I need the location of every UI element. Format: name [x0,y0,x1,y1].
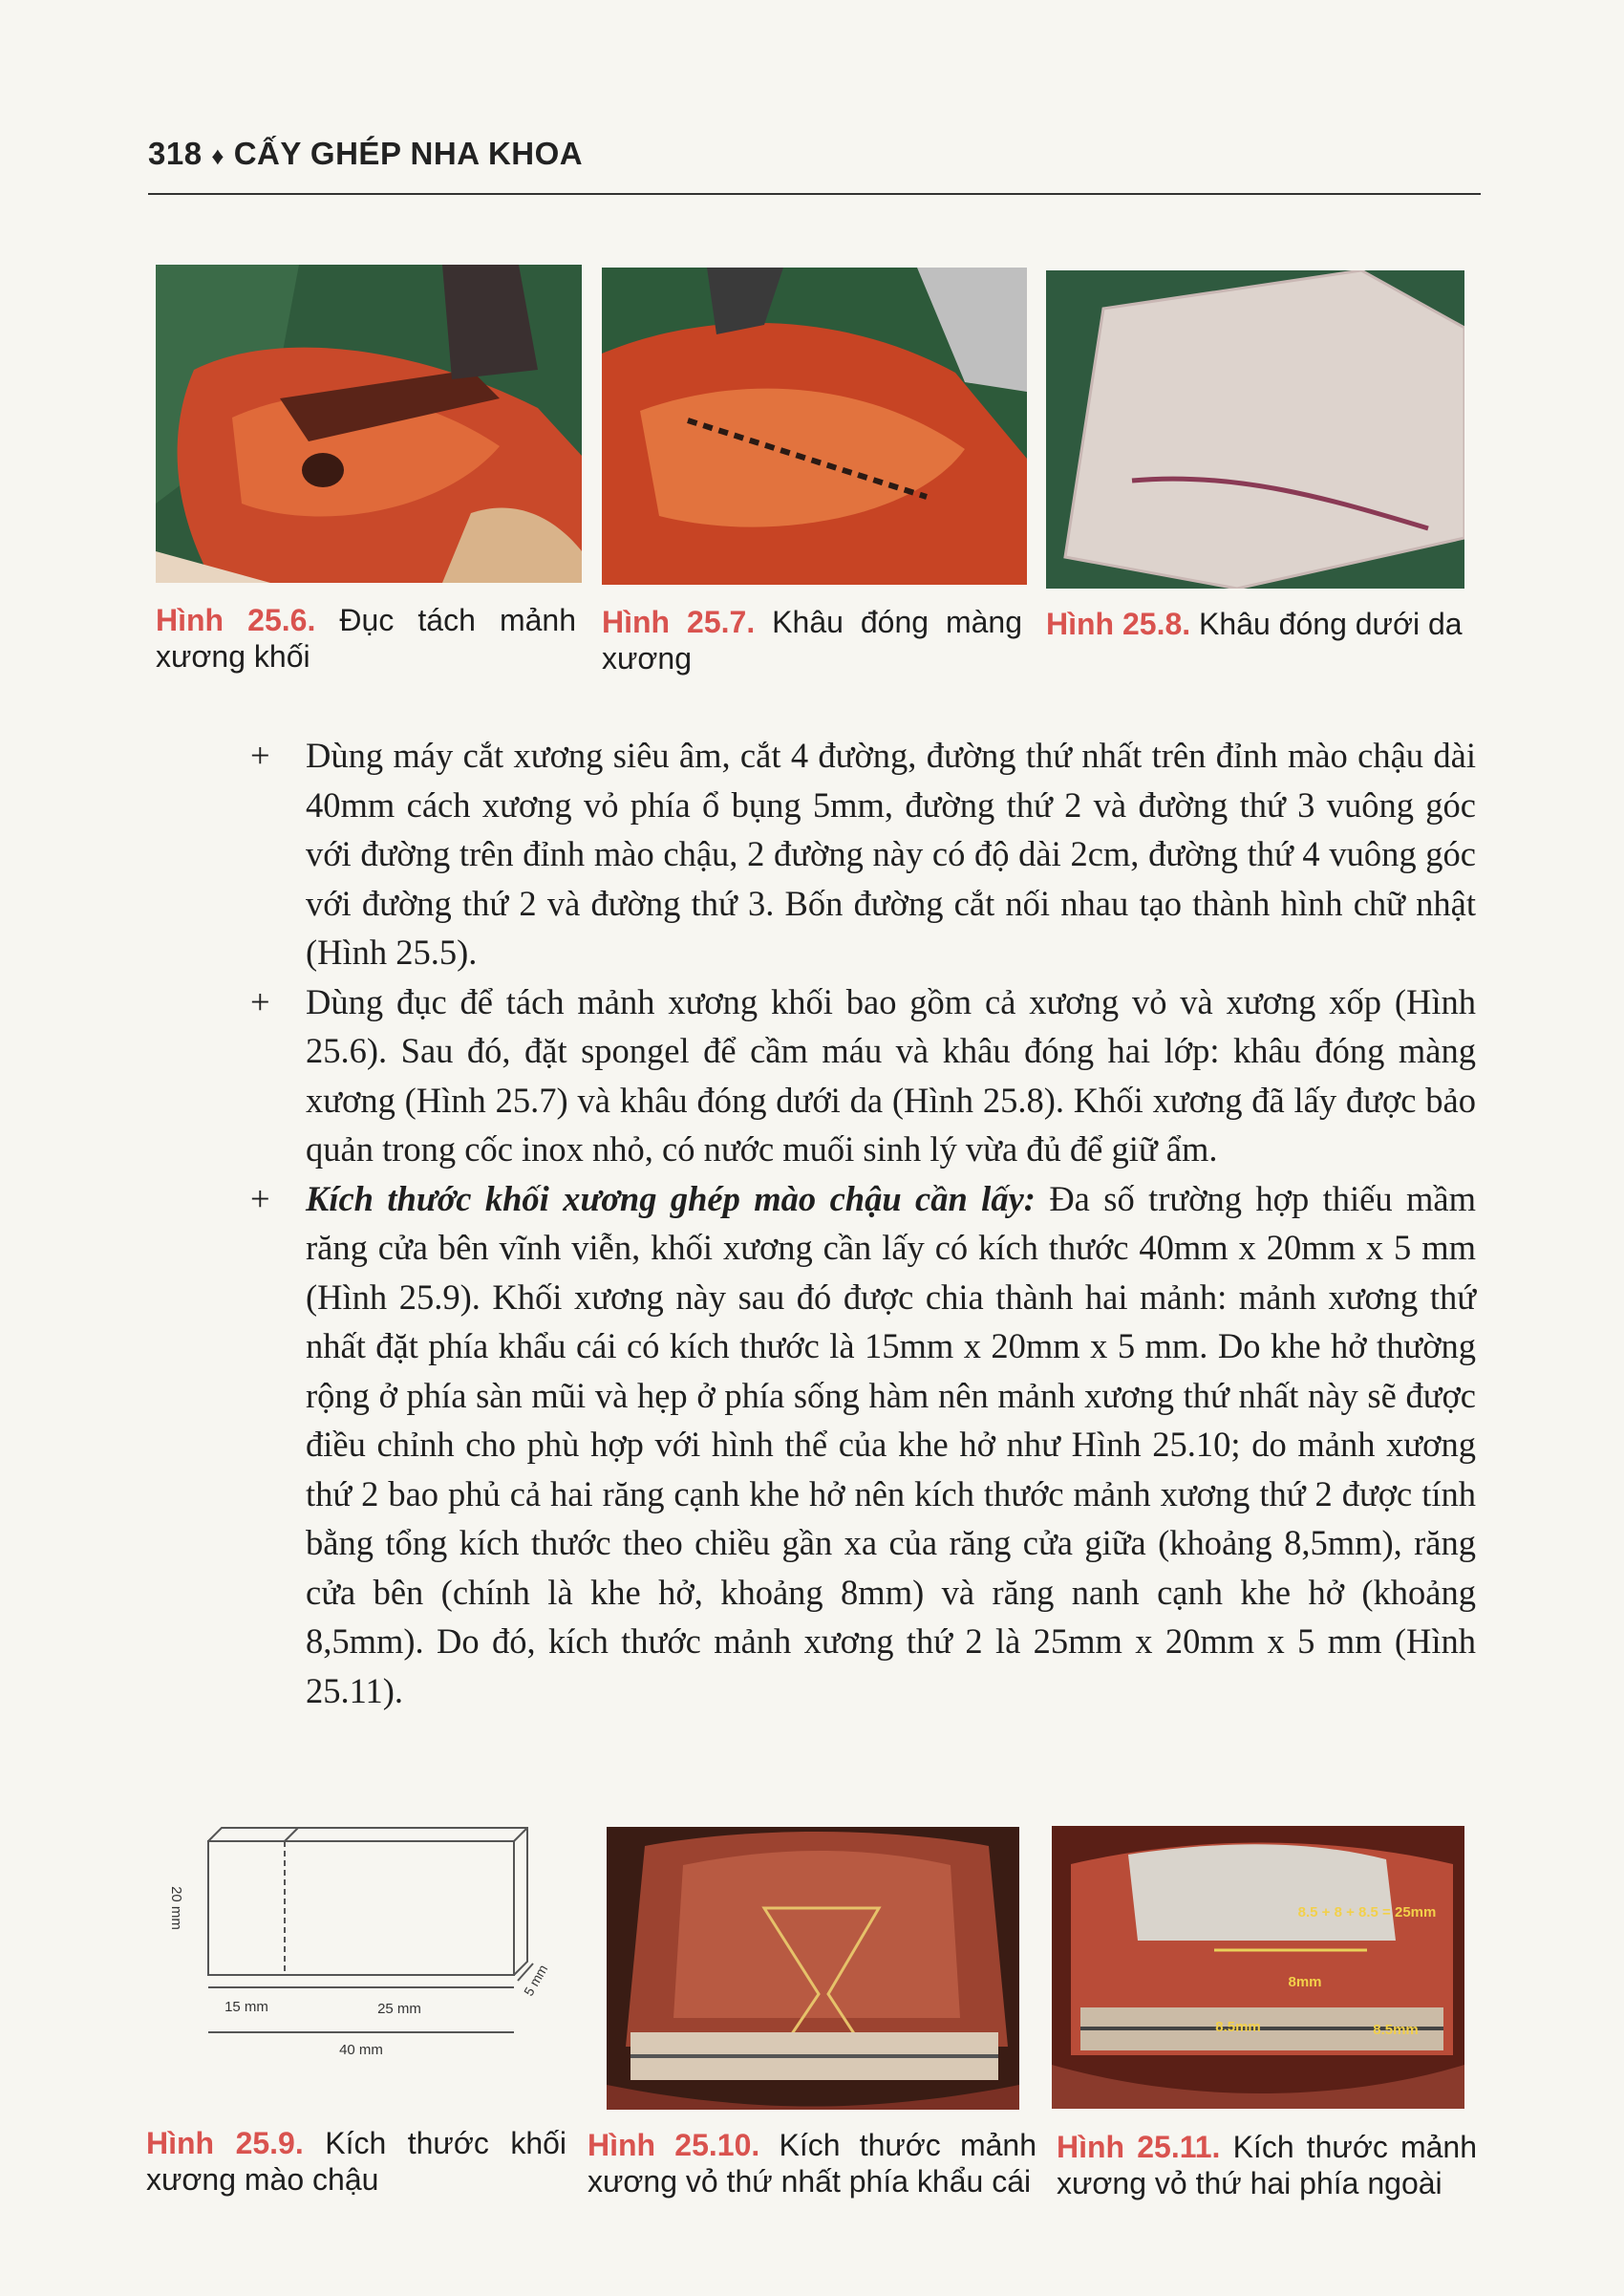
left-label: 8.5mm [1215,2019,1261,2035]
figure-caption-text: Khâu đóng màng xương [602,605,1023,676]
book-title: CẤY GHÉP NHA KHOA [233,136,584,171]
right-width-label: 25 mm [377,2001,421,2017]
figure-number: Hình 25.10. [588,2128,760,2162]
list-item-lead: Kích thước khối xương ghép mào chậu cần lấy: [306,1178,1036,1218]
figure-25-10-caption [588,2127,1036,2199]
surgical-photo-bone-block-icon [156,265,582,583]
page-number: 318 [148,136,203,171]
sum-label: 8.5 + 8 + 8.5 = 25mm [1297,1904,1437,1920]
figure-number: Hình 25.11. [1057,2130,1221,2164]
running-header [148,136,583,172]
figure-caption-text: Kích thước mảnh xương vỏ thứ hai phía ngoài [1057,2130,1478,2200]
figure-25-6-photo [156,265,582,583]
figure-25-8-caption [1046,606,1476,642]
list-item-text: Đa số trường hợp thiếu mầm răng cửa bên vĩnh viễn, khối xương cần lấy có kích thước 40mm x 20mm x 5 mm (Hình 25.9). Khối xương này sau đó được chia thành hai mảnh: mảnh xương thứ nhất đặt phía khẩu cái có kích thước là 15mm x 20mm x 5 mm. Do khe hở thường rộng ở phía sàn mũi và hẹp ở phía sống hàm nên mảnh xương thứ nhất này sẽ được điều chỉnh cho phù hợp với hình thể của khe hở như Hình 25.10; do mảnh xương thứ 2 bao phủ cả hai răng cạnh khe hở nên kích thước mảnh xương thứ 2 được tính bằng tổng kích thước theo chiều gần xa của răng cửa giữa (khoảng 8,5mm), răng cửa bên (chính là khe hở, khoảng 8mm) và răng nanh cạnh khe hở (khoảng 8,5mm). Do đó, kích thước mảnh xương thứ 2 là 25mm x 20mm x 5 mm (Hình 25.11). [306,1178,1476,1710]
right-label: 8.5mm [1373,2022,1419,2038]
total-width-label: 40 mm [339,2042,383,2058]
figure-25-11-caption [1057,2129,1477,2201]
figure-25-6-caption [156,602,576,675]
figure-25-9-diagram [143,1820,554,2078]
figure-number: Hình 25.7. [602,605,756,639]
bone-block-dimension-diagram-icon [143,1820,554,2078]
list-item [250,977,1476,1174]
list-item-text: Dùng đục để tách mảnh xương khối bao gồm cả xương vỏ và xương xốp (Hình 25.6). Sau đó, đặt spongel để cầm máu và khâu đóng hai lớp: khâu đóng màng xương (Hình 25.7) và khâu đóng dưới da (Hình 25.8). Khối xương đã lấy được bảo quản trong cốc inox nhỏ, có nước muối sinh lý vừa đủ để giữ ẩm. [306,981,1476,1169]
figure-25-7-caption [602,604,1022,676]
figure-number: Hình 25.6. [156,603,316,637]
intraoral-photo-palatal-graft-icon [607,1827,1019,2110]
left-width-label: 15 mm [224,1999,268,2015]
figure-25-9-caption [146,2125,566,2198]
figure-caption-text: Đục tách mảnh xương khối [156,603,577,674]
figure-number: Hình 25.8. [1046,607,1191,641]
middle-label: 8mm [1288,1974,1322,1990]
depth-label: 5 mm [520,1962,551,1999]
surgical-photo-periosteum-suture-icon [602,268,1027,585]
plus-marker-icon: + [250,981,270,1021]
figure-number: Hình 25.9. [146,2126,304,2160]
figure-25-8-photo [1046,270,1464,589]
figure-25-10-photo [607,1827,1019,2110]
figure-25-11-photo [1052,1826,1464,2109]
height-label: 20 mm [168,1886,184,1930]
figure-25-7-photo [602,268,1027,585]
surgical-photo-skin-suture-icon [1046,270,1464,589]
figure-caption-text: Kích thước mảnh xương vỏ thứ nhất phía khẩu cái [588,2128,1037,2199]
plus-marker-icon: + [250,736,270,775]
figure-caption-text: Kích thước khối xương mào chậu [146,2126,567,2197]
body-text [250,731,1476,1715]
list-item [250,1174,1476,1716]
header-rule [148,193,1481,195]
header-separator-icon: ♦ [211,141,225,170]
plus-marker-icon: + [250,1178,270,1218]
list-item-text: Dùng máy cắt xương siêu âm, cắt 4 đường, đường thứ nhất trên đỉnh mào chậu dài 40mm cách xương vỏ phía ổ bụng 5mm, đường thứ 2 và đường thứ 3 vuông góc với đường trên đỉnh mào chậu, 2 đường này có độ dài 2cm, đường thứ 4 vuông góc với đường thứ 2 và đường thứ 3. Bốn đường cắt nối nhau tạo thành hình chữ nhật (Hình 25.5). [306,736,1476,972]
list-item [250,731,1476,977]
figure-caption-text: Khâu đóng dưới da [1199,607,1463,641]
intraoral-photo-buccal-graft-icon [1052,1826,1464,2109]
